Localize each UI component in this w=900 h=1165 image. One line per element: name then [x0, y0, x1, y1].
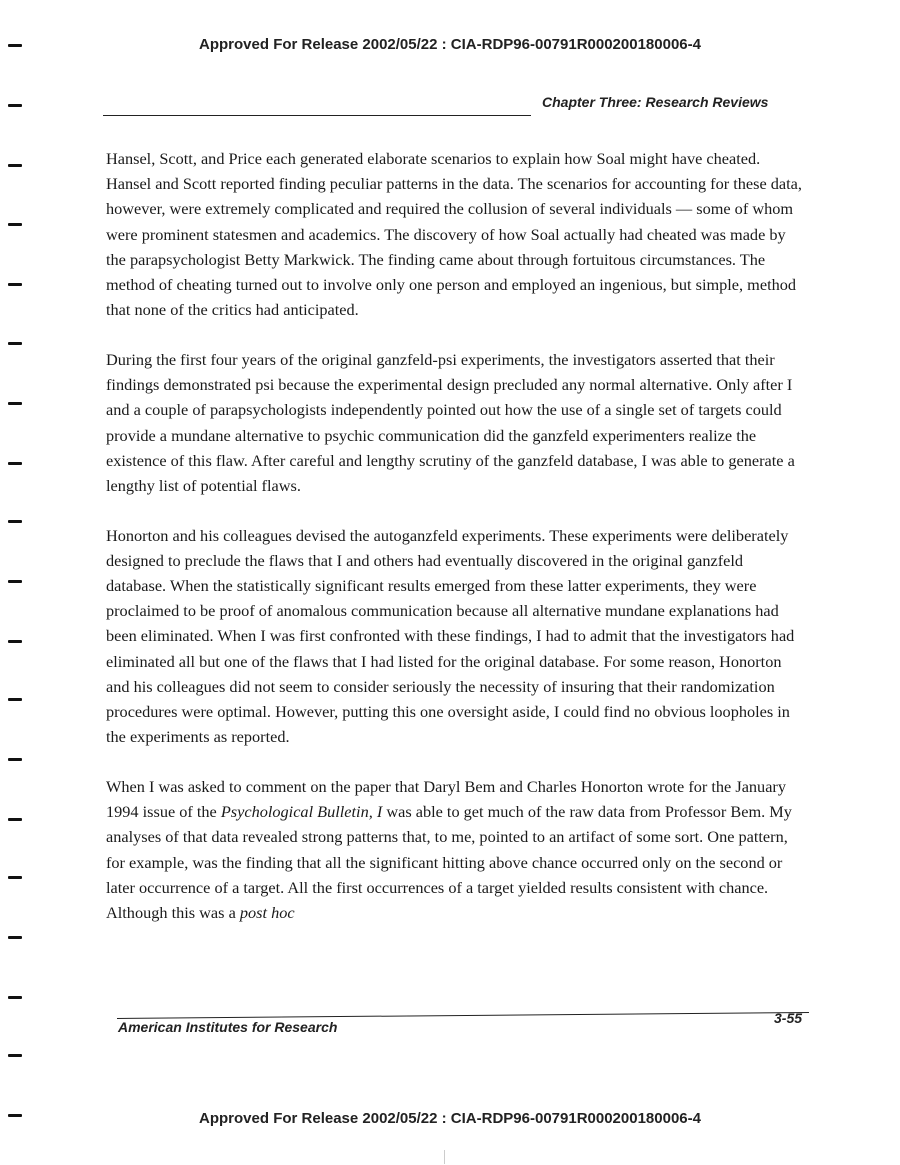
journal-title: Psychological Bulletin, I	[220, 802, 383, 822]
binding-mark	[8, 342, 22, 345]
document-body	[106, 146, 806, 950]
binding-mark	[8, 698, 22, 701]
binding-mark	[8, 640, 22, 643]
paragraph-3: Honorton and his colleagues devised the autoganzfeld experiments. These experiments were deliberately designed to preclude the flaws that I and others had eventually discovered in the original ganzfeld database. When the statistically significant results emerged from these latter experiments, they were proclaimed to be proof of anomalous communication because all alternative mundane explanations had been eliminated. When I was first confronted with these findings, I had to admit that the investigators had eliminated all but one of the flaws that I had listed for the original database. For some reason, Honorton and his colleagues did not seem to consider seriously the necessity of insuring that their randomization procedures were optimal. However, putting this one oversight aside, I could find no obvious loopholes in the experiments as reported.	[106, 525, 795, 747]
binding-mark	[8, 1054, 22, 1057]
paragraph-4	[106, 774, 806, 925]
binding-mark	[8, 164, 22, 167]
binding-mark	[8, 936, 22, 939]
binding-mark	[8, 44, 22, 47]
binding-mark	[8, 520, 22, 523]
post-hoc-term: post hoc	[239, 902, 295, 922]
binding-mark	[8, 104, 22, 107]
binding-mark	[8, 223, 22, 226]
paragraph-1: Hansel, Scott, and Price each generated elaborate scenarios to explain how Soal might have cheated. Hansel and Scott reported finding peculiar patterns in the data. The scenarios for accounting for these data, however, were extremely complicated and required the collusion of several individuals — some of whom were prominent statesmen and academics. The discovery of how Soal actually had cheated was made by the parapsychologist Betty Markwick. The finding came about through fortuitous circumstances. The method of cheating turned out to involve only one person and employed an ingenious, but simple, method that none of the critics had anticipated.	[106, 149, 802, 320]
binding-mark	[8, 402, 22, 405]
page-number: 3-55	[774, 1010, 803, 1026]
paragraph-4-text-b: was able to get much of the raw data from Professor Bem. My analyses of that data revealed strong patterns that, to me, pointed to an artifact of some sort. One pattern, for example, was the finding that all the significant hitting above chance occurred only on the second or later occurrence of a target. All the first occurrences of a target yielded results consistent with chance. Although this was a	[106, 802, 792, 922]
binding-mark	[8, 758, 22, 761]
release-stamp-bottom: Approved For Release 2002/05/22 : CIA-RDP96-00791R000200180006-4	[199, 1110, 701, 1127]
binding-mark	[8, 818, 22, 821]
scan-artifact	[444, 1150, 445, 1164]
binding-mark	[8, 1114, 22, 1117]
binding-mark	[8, 996, 22, 999]
footer-organization: American Institutes for Research	[118, 1019, 338, 1035]
footer-rule	[117, 1012, 809, 1019]
chapter-heading: Chapter Three: Research Reviews	[542, 94, 769, 110]
binding-mark	[8, 462, 22, 465]
paragraph-2: During the first four years of the original ganzfeld-psi experiments, the investigators asserted that their findings demonstrated psi because the experimental design precluded any normal alternative. Only after I and a couple of parapsychologists independently pointed out how the use of a single set of targets could provide a mundane alternative to psychic communication did the ganzfeld experimenters realize the existence of this flaw. After careful and lengthy scrutiny of the ganzfeld database, I was able to generate a lengthy list of potential flaws.	[106, 349, 795, 495]
release-stamp-top: Approved For Release 2002/05/22 : CIA-RDP96-00791R000200180006-4	[199, 36, 701, 53]
binding-mark	[8, 876, 22, 879]
header-rule	[103, 115, 531, 116]
paragraph-4-text-a: When I was asked to comment on the paper that Daryl Bem and Charles Honorton wrote for the January 1994 issue of the	[106, 776, 786, 822]
binding-mark	[8, 580, 22, 583]
binding-mark	[8, 283, 22, 286]
